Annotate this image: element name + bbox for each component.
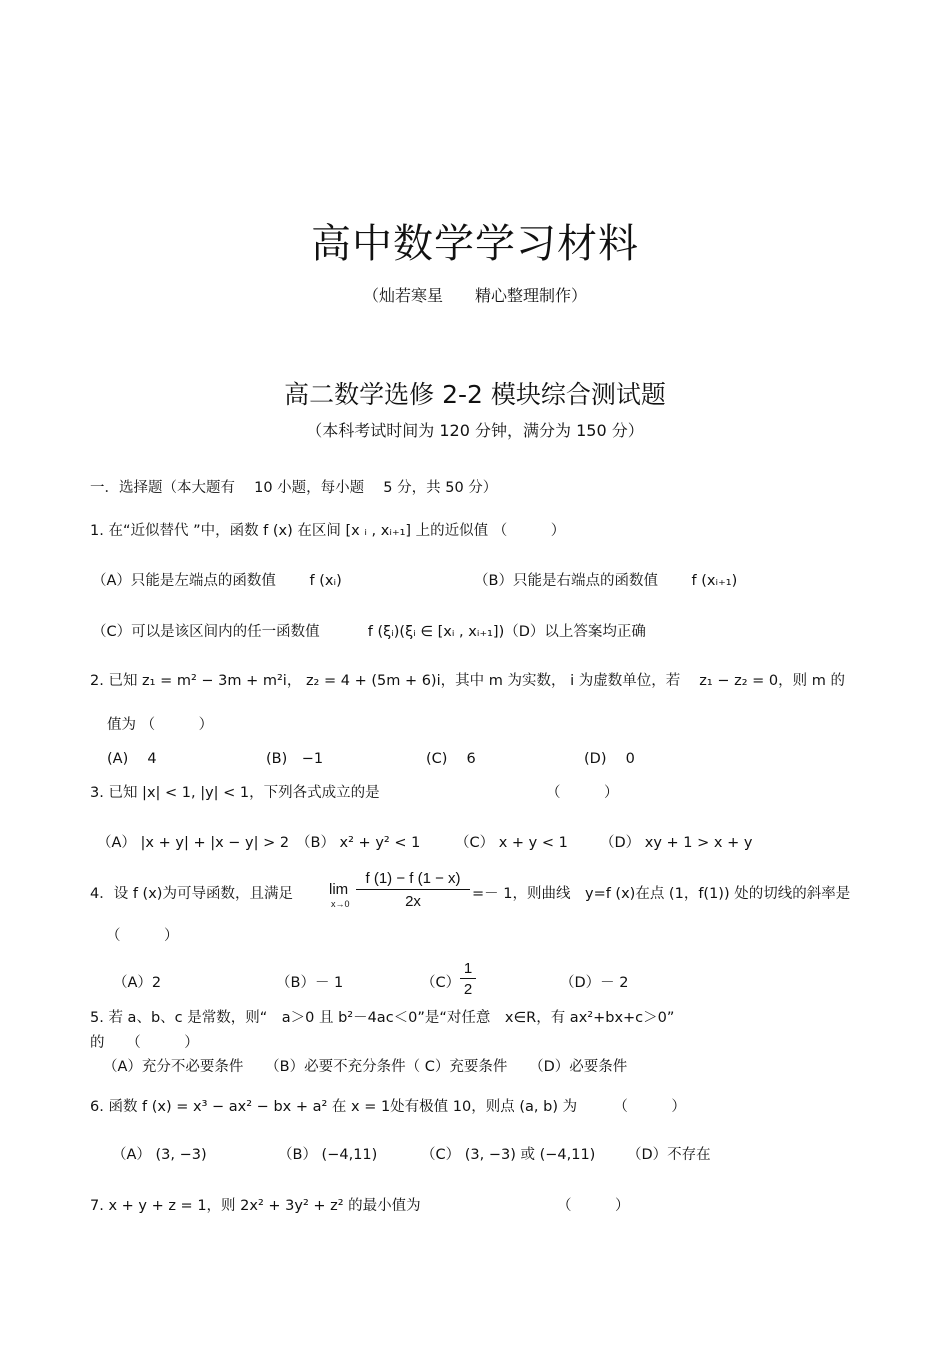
q6-option-b: （B） (−4,11) <box>278 1147 378 1163</box>
q4-suffix: =－ 1，则曲线 y=f (x)在点 (1，f(1)) 处的切线的斜率是 <box>472 886 851 902</box>
q3-option-c: （C） x + y < 1 <box>455 835 568 851</box>
q5-continuation: 的 （ ） <box>90 1035 199 1051</box>
q4-option-b: （B）－ 1 <box>276 975 344 991</box>
q3-stem: 3. 已知 |x| < 1, |y| < 1，下列各式成立的是 <box>90 785 380 801</box>
q6-option-d: （D）不存在 <box>627 1147 711 1163</box>
q2-continuation: 值为 （ ） <box>107 717 214 733</box>
q4-lim: lim <box>329 881 349 898</box>
q6-option-a: （A） (3, −3) <box>112 1147 207 1163</box>
q7-stem: 7. x + y + z = 1，则 2x² + 3y² + z² 的最小值为 <box>90 1198 421 1214</box>
q6-option-c: （C） (3, −3) 或 (−4,11) <box>421 1147 596 1163</box>
q4-continuation: （ ） <box>106 928 179 944</box>
exam-title: 高二数学选修 2-2 模块综合测试题 <box>284 380 666 409</box>
exam-subtitle: （本科考试时间为 120 分钟，满分为 150 分） <box>306 421 644 440</box>
q4-option-c-den: 2 <box>463 981 473 998</box>
q4-lim-subscript: x→0 <box>331 899 350 909</box>
q2-option-b: (B) −1 <box>266 751 324 767</box>
section-heading: 一．选择题（本大题有 10 小题，每小题 5 分，共 50 分） <box>90 480 498 496</box>
q6-stem: 6. 函数 f (x) = x³ − ax² − bx + a² 在 x = 1处有极值 10，则点 (a, b) 为 （ ） <box>90 1099 686 1115</box>
q1-option-b: （B）只能是右端点的函数值 f (xᵢ₊₁) <box>474 573 738 589</box>
q2-option-c: (C) 6 <box>426 751 476 767</box>
q4-fraction <box>356 870 470 910</box>
q4-option-a: （A）2 <box>113 975 162 991</box>
q1-option-c-d: （C）可以是该区间内的任一函数值 f (ξᵢ)(ξᵢ ∈ [xᵢ , xᵢ₊₁])（D）以上答案均正确 <box>92 624 646 640</box>
q3-option-d: （D） xy + 1 > x + y <box>600 835 753 851</box>
q5-options: （A）充分不必要条件 （B）必要不充分条件（ C）充要条件 （D）必要条件 <box>103 1059 628 1075</box>
q3-answer-paren: （ ） <box>546 785 619 801</box>
q4-option-c-fraction <box>460 960 476 998</box>
q4-option-c-num: 1 <box>460 960 476 979</box>
q4-numerator: f (1) − f (1 − x) <box>356 870 470 890</box>
q3-option-a: （A） |x + y| + |x − y| > 2 <box>97 835 290 851</box>
material-subtitle: （灿若寒星 精心整理制作） <box>362 286 587 305</box>
q5-stem: 5. 若 a、b、c 是常数，则“ a＞0 且 b²－4ac＜0”是“对任意 x∈R，有 ax²+bx+c＞0” <box>90 1010 675 1026</box>
q2-option-d: (D) 0 <box>584 751 635 767</box>
q4-prefix: 4．设 f (x)为可导函数，且满足 <box>90 886 293 902</box>
q3-option-b: （B） x² + y² < 1 <box>296 835 421 851</box>
q7-answer-paren: （ ） <box>557 1198 630 1214</box>
q4-denominator: 2x <box>405 893 421 910</box>
q2-option-a: (A) 4 <box>107 751 157 767</box>
q2-stem: 2. 已知 z₁ = m² − 3m + m²i， z₂ = 4 + (5m + 6)i，其中 m 为实数， i 为虚数单位，若 z₁ − z₂ = 0，则 m 的 <box>90 673 845 689</box>
q1-option-a: （A）只能是左端点的函数值 f (xᵢ) <box>92 573 342 589</box>
material-title: 高中数学学习材料 <box>311 221 639 267</box>
q4-option-d: （D）－ 2 <box>560 975 629 991</box>
q1-stem: 1. 在“近似替代 ”中，函数 f (x) 在区间 [x ᵢ , xᵢ₊₁] 上的近似值 （ ） <box>90 523 566 539</box>
q4-option-c-label: （C） <box>421 975 461 991</box>
